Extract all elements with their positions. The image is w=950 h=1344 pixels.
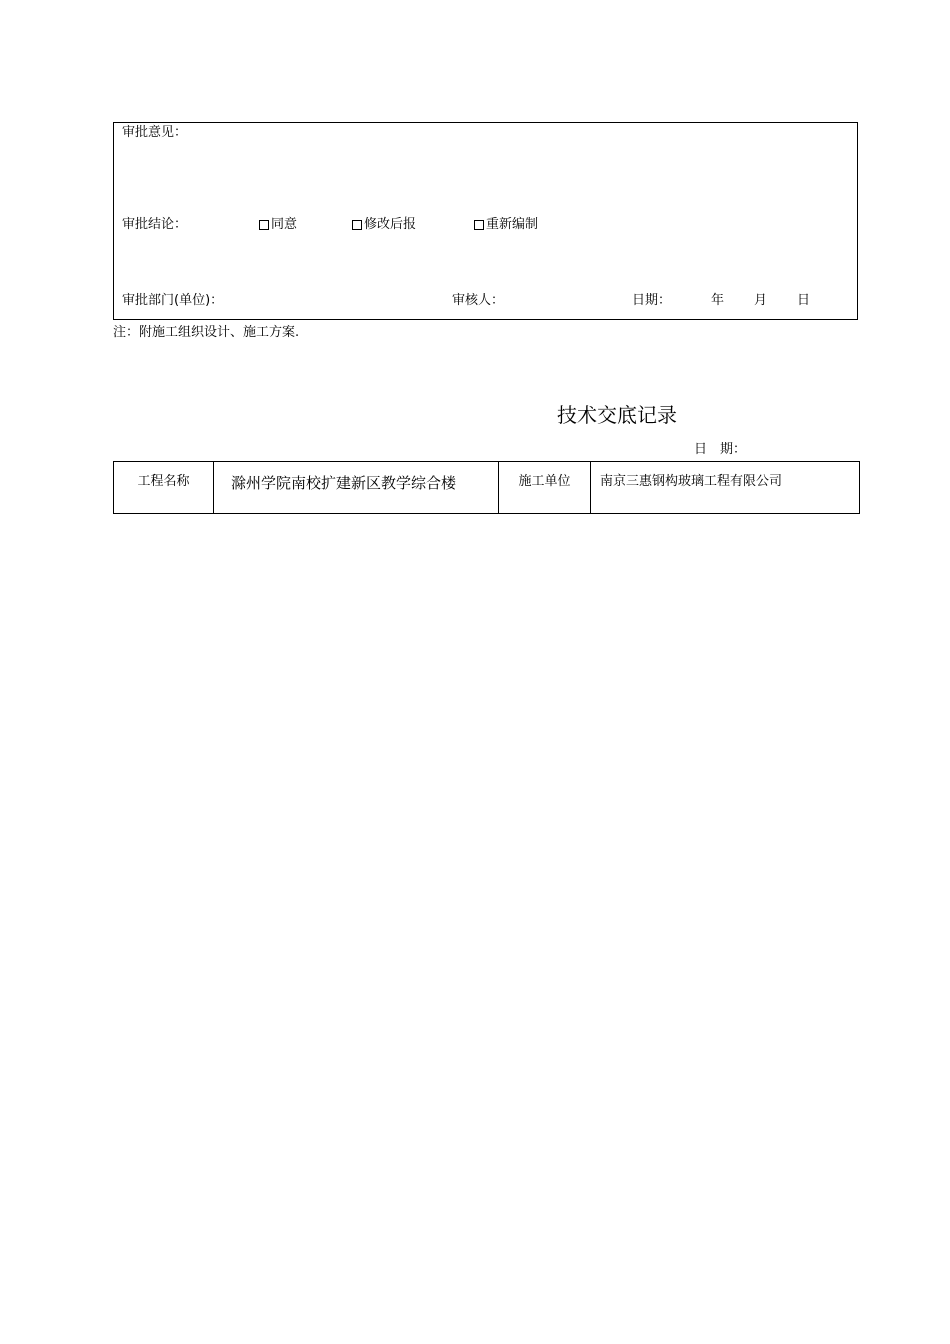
- reviewer-label: 审核人：: [452, 293, 505, 308]
- option-recompile-label: 重新编制: [486, 217, 539, 232]
- approval-conclusion-label: 审批结论：: [122, 217, 188, 232]
- record-title: 技术交底记录: [557, 403, 677, 427]
- project-info-table: [113, 461, 860, 514]
- option-agree-label: 同意: [271, 217, 298, 232]
- record-date-label: 日 期：: [694, 442, 747, 457]
- date-month: 月: [754, 293, 768, 308]
- project-name-label-cell: [114, 462, 214, 514]
- checkbox-icon[interactable]: [474, 220, 484, 230]
- construction-unit-value: 南京三惠钢构玻璃工程有限公司: [600, 474, 783, 489]
- table-row: [114, 462, 860, 514]
- project-name-value: 滁州学院南校扩建新区教学综合楼: [231, 474, 457, 492]
- option-recompile[interactable]: [474, 217, 538, 233]
- project-name-label: 工程名称: [137, 474, 190, 489]
- checkbox-icon[interactable]: [352, 220, 362, 230]
- construction-unit-label-cell: [499, 462, 591, 514]
- option-revise-label: 修改后报: [364, 217, 417, 232]
- approval-date-label: 日期：: [632, 293, 672, 308]
- attachment-note: 注：附施工组织设计、施工方案.: [113, 325, 300, 340]
- date-year: 年: [711, 293, 725, 308]
- approval-opinion-label: 审批意见：: [122, 125, 188, 140]
- construction-unit-value-cell: [591, 462, 860, 514]
- approval-department-label: 审批部门(单位)：: [122, 293, 224, 308]
- date-day: 日: [797, 293, 811, 308]
- option-agree[interactable]: [259, 217, 297, 233]
- construction-unit-label: 施工单位: [518, 474, 571, 489]
- checkbox-icon[interactable]: [259, 220, 269, 230]
- option-revise-resubmit[interactable]: [352, 217, 416, 233]
- project-name-value-cell: [214, 462, 499, 514]
